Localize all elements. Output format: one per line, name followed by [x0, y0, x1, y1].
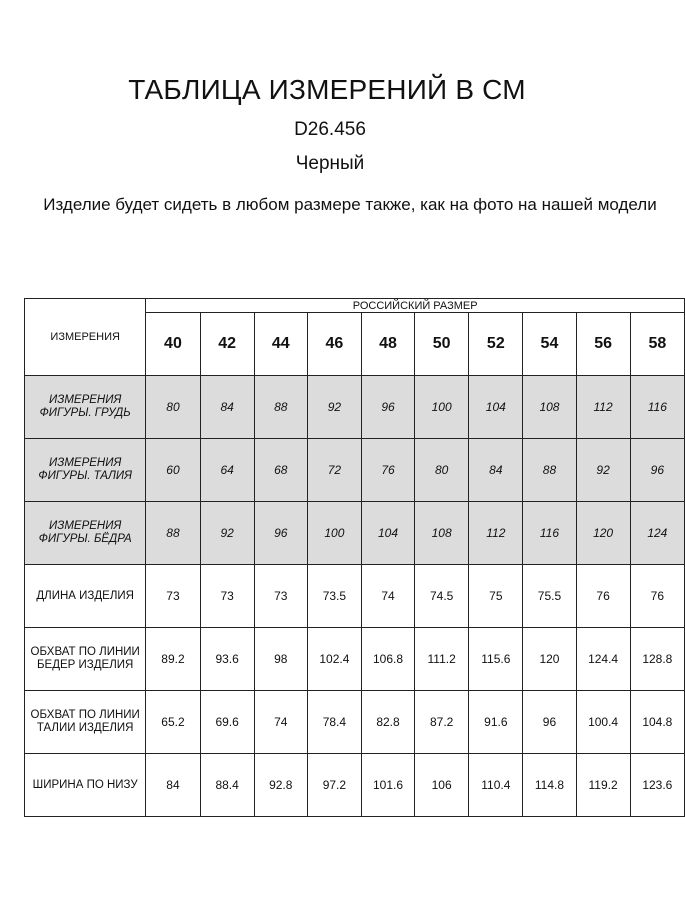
- table-cell: 84: [469, 439, 523, 502]
- table-cell: 73.5: [307, 565, 361, 628]
- table-cell: 88: [254, 376, 307, 439]
- table-cell: 112: [576, 376, 630, 439]
- table-cell: 124: [630, 502, 684, 565]
- table-cell: 102.4: [307, 628, 361, 691]
- table-cell: 119.2: [576, 754, 630, 817]
- size-table: [24, 298, 685, 817]
- size-table-body: [25, 299, 685, 817]
- table-cell: 93.6: [200, 628, 254, 691]
- table-cell: 114.8: [523, 754, 576, 817]
- table-cell: 92: [307, 376, 361, 439]
- row-label: ОБХВАТ ПО ЛИНИИ БЕДЕР ИЗДЕЛИЯ: [25, 628, 146, 691]
- table-cell: 88.4: [200, 754, 254, 817]
- size-header: 44: [254, 313, 307, 376]
- corner-header: ИЗМЕРЕНИЯ: [25, 299, 146, 376]
- table-cell: 106.8: [361, 628, 414, 691]
- table-cell: 108: [523, 376, 576, 439]
- table-cell: 100: [415, 376, 469, 439]
- table-cell: 65.2: [146, 691, 200, 754]
- header-row-group: [25, 299, 685, 313]
- table-cell: 64: [200, 439, 254, 502]
- table-cell: 87.2: [415, 691, 469, 754]
- table-cell: 115.6: [469, 628, 523, 691]
- table-cell: 106: [415, 754, 469, 817]
- table-cell: 96: [361, 376, 414, 439]
- fit-note: Изделие будет сидеть в любом размере также, как на фото на нашей модели: [43, 195, 657, 214]
- table-cell: 84: [146, 754, 200, 817]
- size-header: 54: [523, 313, 576, 376]
- size-header: 46: [307, 313, 361, 376]
- size-header: 56: [576, 313, 630, 376]
- table-cell: 108: [415, 502, 469, 565]
- table-cell: 116: [523, 502, 576, 565]
- table-cell: 124.4: [576, 628, 630, 691]
- table-cell: 112: [469, 502, 523, 565]
- table-cell: 111.2: [415, 628, 469, 691]
- row-label: ОБХВАТ ПО ЛИНИИ ТАЛИИ ИЗДЕЛИЯ: [25, 691, 146, 754]
- table-cell: 100: [307, 502, 361, 565]
- table-cell: 82.8: [361, 691, 414, 754]
- table-cell: 75: [469, 565, 523, 628]
- product-code: D26.456: [294, 119, 366, 140]
- table-cell: 123.6: [630, 754, 684, 817]
- table-cell: 73: [146, 565, 200, 628]
- table-cell: 88: [523, 439, 576, 502]
- table-row: [25, 691, 685, 754]
- table-cell: 60: [146, 439, 200, 502]
- row-label: ШИРИНА ПО НИЗУ: [25, 754, 146, 817]
- table-cell: 128.8: [630, 628, 684, 691]
- table-row: [25, 565, 685, 628]
- table-cell: 72: [307, 439, 361, 502]
- size-header: 58: [630, 313, 684, 376]
- table-cell: 116: [630, 376, 684, 439]
- table-cell: 110.4: [469, 754, 523, 817]
- size-group-header: РОССИЙСКИЙ РАЗМЕР: [146, 299, 685, 313]
- table-cell: 69.6: [200, 691, 254, 754]
- table-cell: 76: [576, 565, 630, 628]
- table-cell: 75.5: [523, 565, 576, 628]
- table-cell: 120: [523, 628, 576, 691]
- table-cell: 92.8: [254, 754, 307, 817]
- size-header: 40: [146, 313, 200, 376]
- row-label: ИЗМЕРЕНИЯ ФИГУРЫ. ГРУДЬ: [25, 376, 146, 439]
- table-cell: 80: [146, 376, 200, 439]
- table-cell: 73: [200, 565, 254, 628]
- table-cell: 97.2: [307, 754, 361, 817]
- table-cell: 76: [630, 565, 684, 628]
- size-header: 48: [361, 313, 414, 376]
- table-cell: 74.5: [415, 565, 469, 628]
- table-cell: 101.6: [361, 754, 414, 817]
- table-row: [25, 754, 685, 817]
- table-cell: 96: [254, 502, 307, 565]
- table-cell: 96: [523, 691, 576, 754]
- table-row: [25, 439, 685, 502]
- table-cell: 92: [200, 502, 254, 565]
- table-cell: 76: [361, 439, 414, 502]
- row-label: ИЗМЕРЕНИЯ ФИГУРЫ. БЁДРА: [25, 502, 146, 565]
- table-cell: 91.6: [469, 691, 523, 754]
- page-title: ТАБЛИЦА ИЗМЕРЕНИЙ В СМ: [128, 74, 526, 105]
- size-header: 52: [469, 313, 523, 376]
- table-cell: 88: [146, 502, 200, 565]
- row-label: ДЛИНА ИЗДЕЛИЯ: [25, 565, 146, 628]
- table-row: [25, 376, 685, 439]
- table-cell: 80: [415, 439, 469, 502]
- row-label: ИЗМЕРЕНИЯ ФИГУРЫ. ТАЛИЯ: [25, 439, 146, 502]
- product-color: Черный: [295, 153, 365, 174]
- table-cell: 96: [630, 439, 684, 502]
- size-header: 50: [415, 313, 469, 376]
- table-cell: 104: [469, 376, 523, 439]
- table-row: [25, 628, 685, 691]
- table-cell: 120: [576, 502, 630, 565]
- table-row: [25, 502, 685, 565]
- size-header: 42: [200, 313, 254, 376]
- table-cell: 68: [254, 439, 307, 502]
- table-cell: 100.4: [576, 691, 630, 754]
- table-cell: 74: [361, 565, 414, 628]
- table-cell: 84: [200, 376, 254, 439]
- table-cell: 98: [254, 628, 307, 691]
- table-cell: 73: [254, 565, 307, 628]
- table-cell: 104: [361, 502, 414, 565]
- table-cell: 89.2: [146, 628, 200, 691]
- table-cell: 92: [576, 439, 630, 502]
- table-cell: 78.4: [307, 691, 361, 754]
- table-cell: 74: [254, 691, 307, 754]
- table-cell: 104.8: [630, 691, 684, 754]
